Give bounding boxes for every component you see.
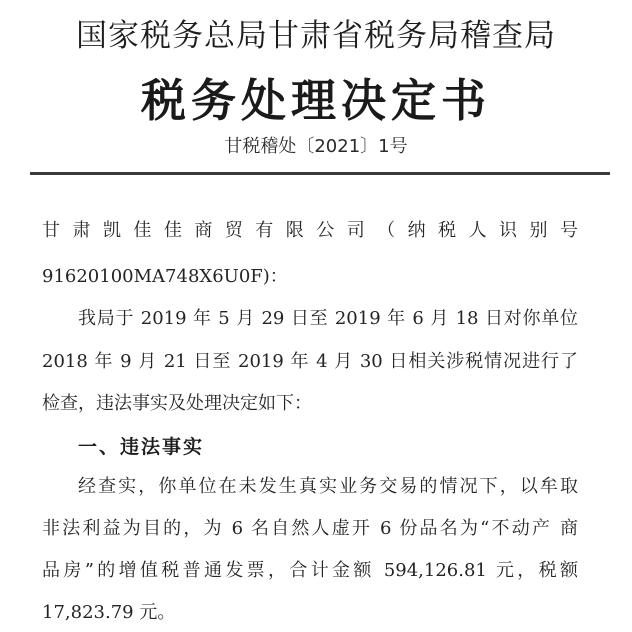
intro-line: 检查，违法事实及处理决定如下： — [42, 393, 312, 414]
intro-line: 2018 年 9 月 21 日至 2019 年 4 月 30 日相关涉税情况进行了 — [42, 351, 578, 372]
intro-line: 我局于 2019 年 5 月 29 日至 2019 年 6 月 18 日对你单位 — [78, 308, 578, 329]
document-number: 甘税稽处〔2021〕1号 — [224, 136, 408, 157]
taxpayer-id-line: 91620100MA748X6U0F)： — [42, 266, 288, 287]
addressee-line: 甘肃凯佳佳商贸有限公司（纳税人识别号 — [42, 220, 578, 241]
facts-line: 品房”的增值税普通发票，合计金额 594,126.81 元，税额 — [42, 560, 578, 581]
issuing-authority: 国家税务总局甘肃省税务局稽查局 — [76, 18, 556, 54]
facts-line: 经查实，你单位在未发生真实业务交易的情况下，以牟取 — [78, 476, 578, 497]
header-divider — [30, 172, 610, 175]
facts-line: 17,823.79 元。 — [42, 602, 176, 623]
facts-line: 非法利益为目的，为 6 名自然人虚开 6 份品名为“不动产 商 — [42, 518, 578, 539]
document-title: 税务处理决定书 — [140, 74, 491, 127]
section-heading-violations: 一、违法事实 — [78, 436, 205, 458]
